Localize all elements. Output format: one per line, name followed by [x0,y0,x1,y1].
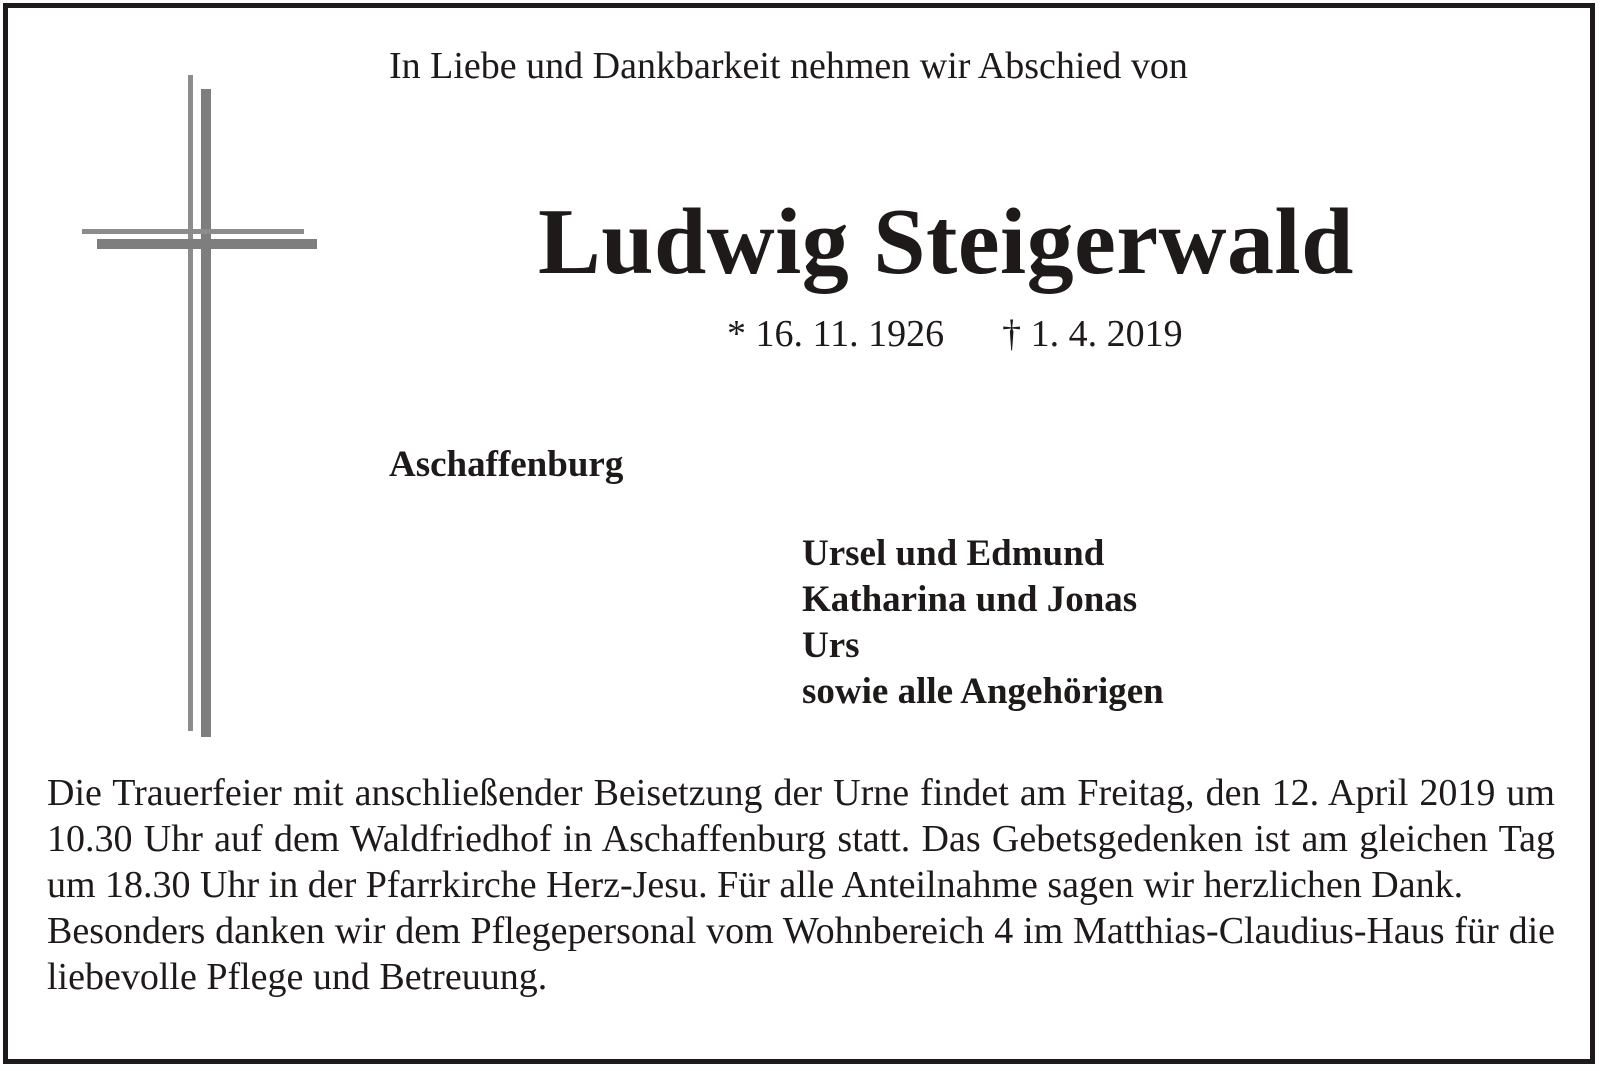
cross-horizontal-thick [97,239,317,249]
service-details [47,770,1555,1000]
cross-vertical-thick [201,89,211,737]
mourner-line: sowie alle Angehörigen [802,671,1164,712]
death-date: † 1. 4. 2019 [1002,313,1183,355]
cross-icon [80,72,316,732]
mourner-line: Urs [802,625,860,666]
intro-line: In Liebe und Dankbarkeit nehmen wir Abschied von [389,45,1188,87]
service-paragraph: Die Trauerfeier mit anschließender Beisetzung der Urne findet am Freitag, den 12. April 2019 um 10.30 Uhr auf dem Waldfriedhof in Aschaffenburg statt. Das Gebetsgedenken ist am gleichen Tag um 18.30 Uhr in der Pfarrkirche Herz-Jesu. Für alle Anteilnahme sagen wir herzlichen Dank. [47,772,1555,906]
cross-vertical-thin [188,75,193,731]
thanks-paragraph: Besonders danken wir dem Pflegepersonal vom Wohnbereich 4 im Matthias-Claudius-Haus für die liebevolle Pflege und Betreuung. [47,910,1555,998]
cross-horizontal-thin [82,229,304,234]
mourner-line: Katharina und Jonas [802,579,1138,620]
birth-date: * 16. 11. 1926 [727,313,945,355]
deceased-name: Ludwig Steigerwald [538,190,1354,294]
mourner-line: Ursel und Edmund [802,533,1105,574]
life-dates [727,312,1183,356]
city: Aschaffenburg [389,444,624,485]
mourners-list [802,531,1164,715]
